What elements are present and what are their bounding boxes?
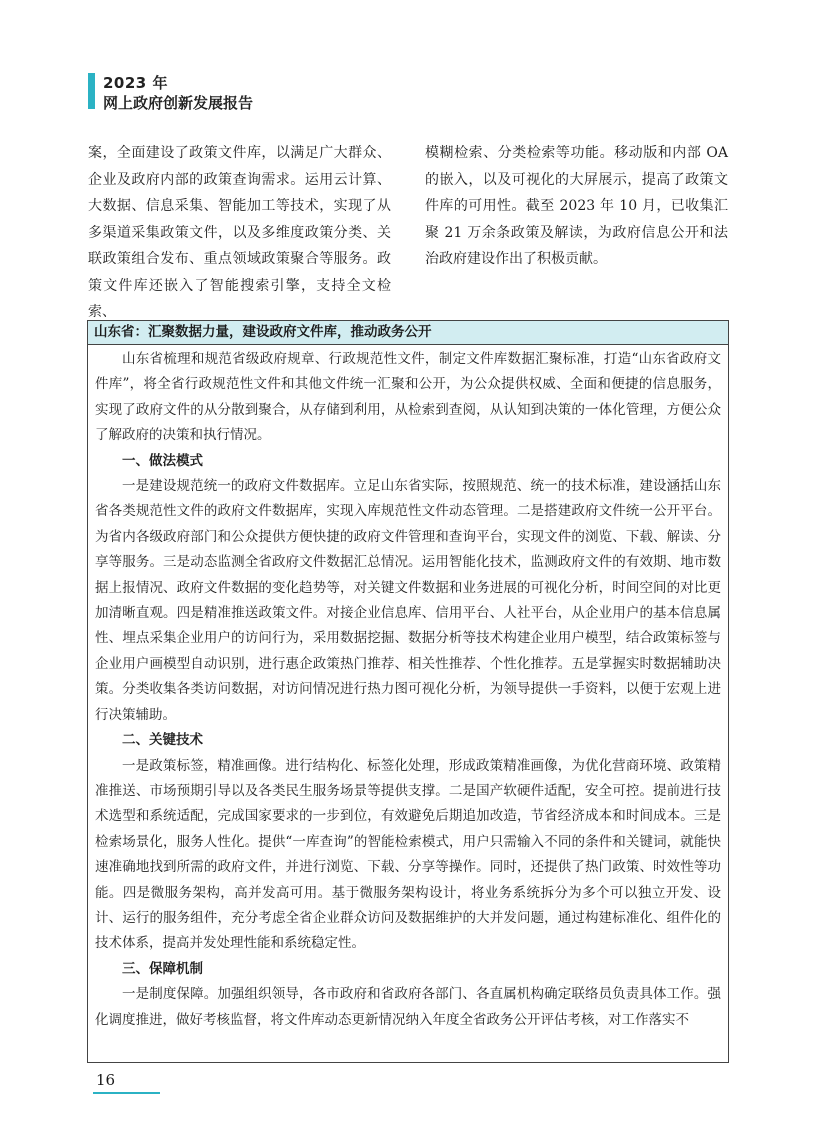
- report-header: [88, 71, 308, 113]
- body-column-left: [88, 140, 391, 326]
- footer-accent-line: [93, 1092, 160, 1094]
- header-title: 网上政府创新发展报告: [103, 94, 254, 112]
- header-accent-bar: [88, 73, 95, 109]
- page-footer: [93, 1071, 173, 1095]
- page-number: 16: [96, 1071, 116, 1089]
- section-heading-technology: 二、关键技术: [122, 732, 203, 749]
- right-column-text: 模糊检索、分类检索等功能。移动版和内部 OA 的嵌入，以及可视化的大屏展示，提高了政策文件库的可用性。截至 2023 年 10 月，已收集汇聚 21 万余条政策及解读，为政府信息公开和法治政府建设作出了积极贡献。: [425, 145, 728, 267]
- case-study-body: [88, 345, 728, 1033]
- case-study-title: 山东省：汇聚数据力量，建设政府文件库，推动政务公开: [88, 321, 728, 345]
- section-practice-text: 一是建设规范统一的政府文件数据库。立足山东省实际，按照规范、统一的技术标准，建设涵括山东省各类规范性文件的政府文件数据库，实现入库规范性文件动态管理。二是搭建政府文件统一公开平台。为省内各级政府部门和公众提供方便快捷的政府文件管理和查询平台，实现文件的浏览、下载、解读、分享等服务。三是动态监测全省政府文件数据汇总情况。运用智能化技术，监测政府文件的有效期、地市数据上报情况、政府文件数据的变化趋势等，对关键文件数据和业务进展的可视化分析，时间空间的对比更加清晰直观。四是精准推送政策文件。对接企业信息库、信用平台、人社平台，从企业用户的基本信息属性、埋点采集企业用户的访问行为，采用数据挖掘、数据分析等技术构建企业用户模型，结合政策标签与企业用户画模型自动识别，进行惠企政策热门推荐、相关性推荐、个性化推荐。五是掌握实时数据辅助决策。分类收集各类访问数据，对访问情况进行热力图可视化分析，为领导提供一手资料，以便于宏观上进行决策辅助。: [95, 478, 721, 723]
- header-year: 2023 年: [103, 74, 168, 92]
- section-heading-practice: 一、做法模式: [122, 452, 203, 469]
- case-intro-paragraph: 山东省梳理和规范省级政府规章、行政规范性文件，制定文件库数据汇聚标准，打造“山东省政府文件库”，将全省行政规范性文件和其他文件统一汇聚和公开，为公众提供权威、全面和便捷的信息服务，实现了政府文件的从分散到聚合，从存储到利用，从检索到查阅，从认知到决策的一体化管理，方便公众了解政府的决策和执行情况。: [95, 351, 721, 444]
- section-guarantee-text: 一是制度保障。加强组织领导，各市政府和省政府各部门、各直属机构确定联络员负责具体工作。强化调度推进，做好考核监督，将文件库动态更新情况纳入年度全省政务公开评估考核，对工作落实不: [95, 986, 721, 1028]
- section-technology-text: 一是政策标签，精准画像。进行结构化、标签化处理，形成政策精准画像，为优化营商环境、政策精准推送、市场预期引导以及各类民生服务场景等提供支撑。二是国产软硬件适配，安全可控。提前进行技术选型和系统适配，完成国家要求的一步到位，有效避免后期追加改造，节省经济成本和时间成本。三是检索场景化，服务人性化。提供“一库查询”的智能检索模式，用户只需输入不同的条件和关键词，就能快速准确地找到所需的政府文件，并进行浏览、下载、分享等操作。同时，还提供了热门政策、时效性等功能。四是微服务架构，高并发高可用。基于微服务架构设计，将业务系统拆分为多个可以独立开发、设计、运行的服务组件，充分考虑全省企业群众访问及数据维护的大并发问题，通过构建标准化、组件化的技术体系，提高并发处理性能和系统稳定性。: [95, 757, 721, 952]
- body-column-right: [425, 140, 728, 273]
- left-column-text: 案，全面建设了政策文件库，以满足广大群众、企业及政府内部的政策查询需求。运用云计算、大数据、信息采集、智能加工等技术，实现了从多渠道采集政策文件，以及多维度政策分类、关联政策组合发布、重点领域政策聚合等服务。政策文件库还嵌入了智能搜索引擎，支持全文检索、: [88, 145, 391, 320]
- case-study-box: [87, 320, 729, 1063]
- section-heading-guarantee: 三、保障机制: [122, 960, 203, 977]
